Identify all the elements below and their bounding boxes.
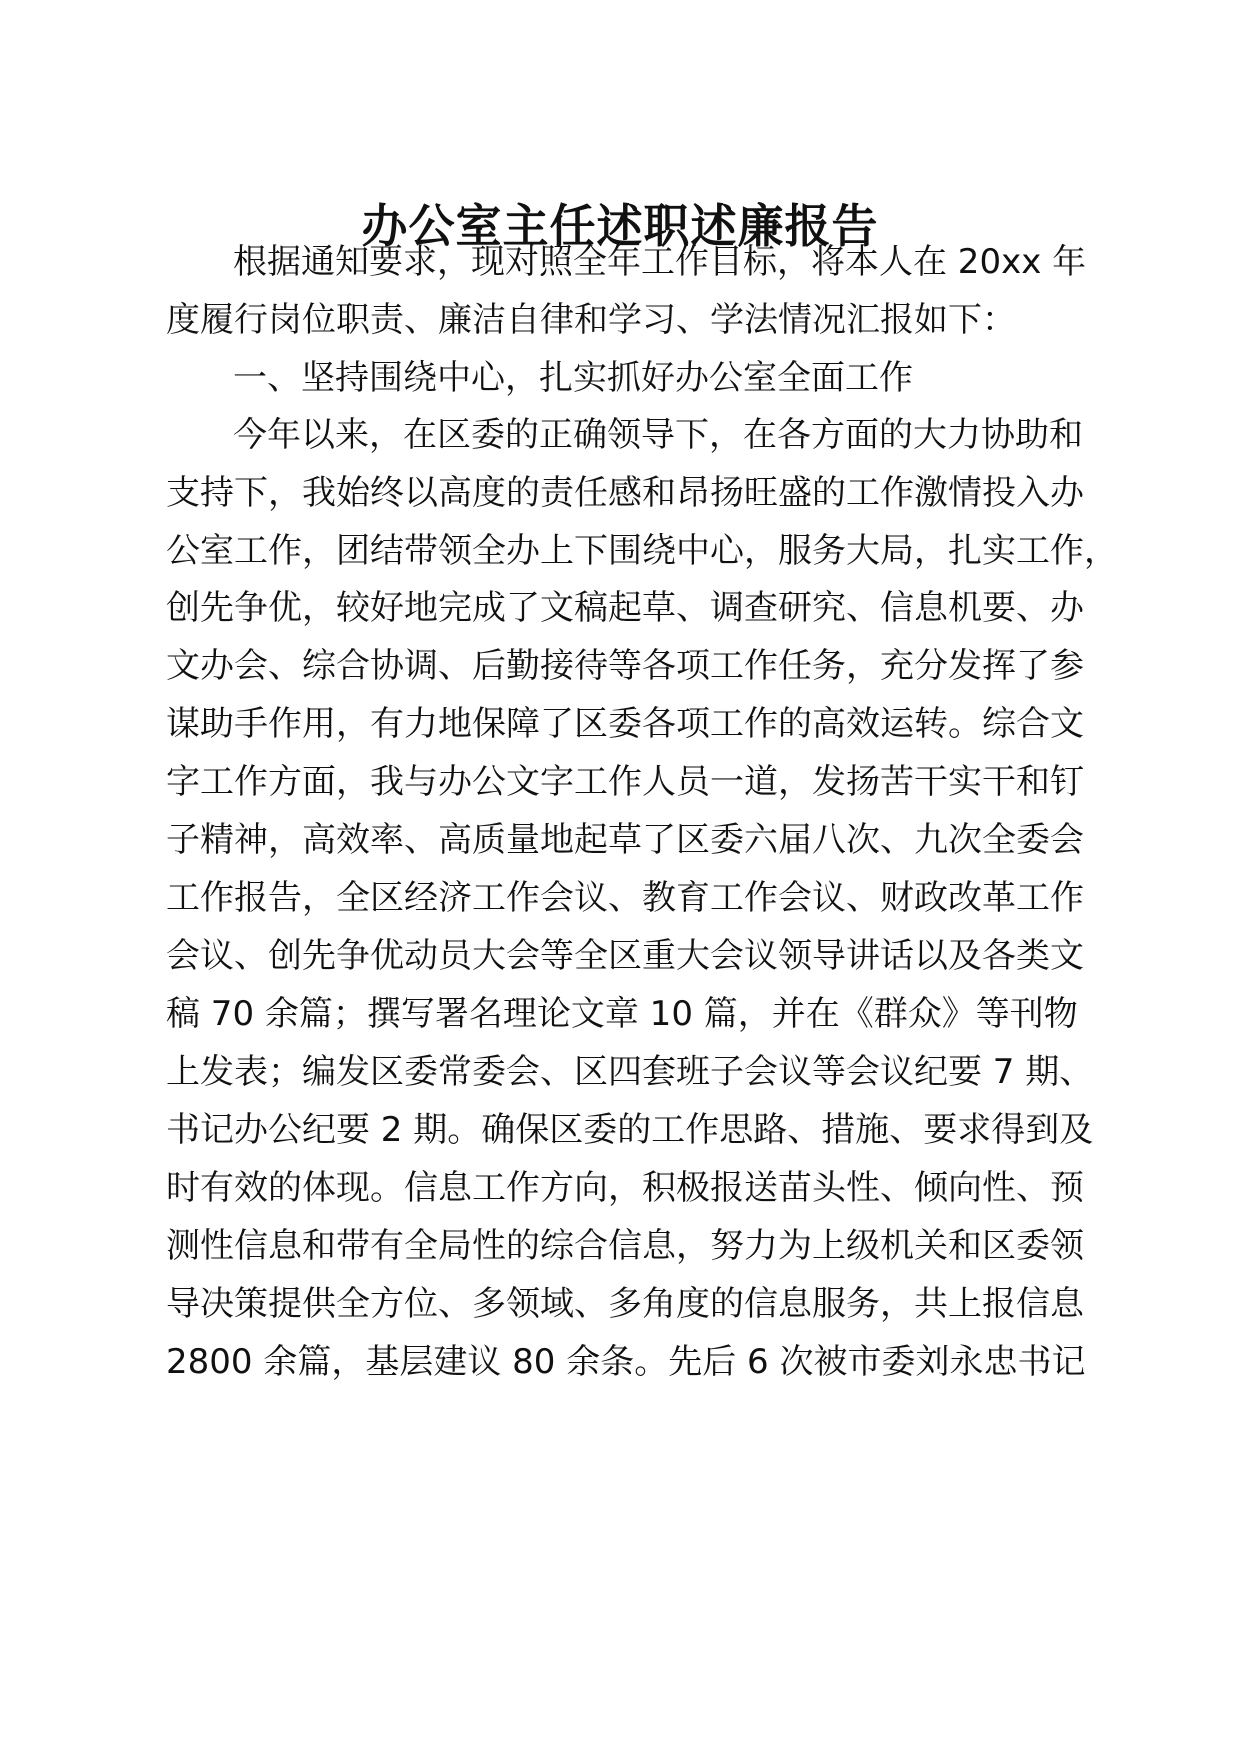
paragraph-line: 根据通知要求，现对照全年工作目标，将本人在 20xx 年	[233, 242, 1087, 282]
paragraph-line: 今年以来，在区委的正确领导下，在各方面的大力协助和	[233, 415, 1083, 455]
paragraph-line: 支持下，我始终以高度的责任感和昂扬旺盛的工作激情投入办	[166, 473, 1084, 513]
paragraph-line: 创先争优，较好地完成了文稿起草、调查研究、信息机要、办	[166, 588, 1084, 628]
paragraph-line: 稿 70 余篇；撰写署名理论文章 10 篇，并在《群众》等刊物	[166, 994, 1078, 1034]
paragraph-line: 测性信息和带有全局性的综合信息，努力为上级机关和区委领	[166, 1226, 1084, 1266]
paragraph-line: 会议、创先争优动员大会等全区重大会议领导讲话以及各类文	[166, 936, 1084, 976]
paragraph-line: 工作报告，全区经济工作会议、教育工作会议、财政改革工作	[166, 878, 1084, 918]
paragraph-line: 字工作方面，我与办公文字工作人员一道，发扬苦干实干和钉	[166, 762, 1084, 802]
paragraph-line: 文办会、综合协调、后勤接待等各项工作任务，充分发挥了参	[166, 646, 1084, 686]
section-heading: 一、坚持围绕中心，扎实抓好办公室全面工作	[233, 358, 913, 398]
paragraph-line: 书记办公纪要 2 期。确保区委的工作思路、措施、要求得到及	[166, 1110, 1094, 1150]
paragraph-line: 度履行岗位职责、廉洁自律和学习、学法情况汇报如下：	[166, 300, 1016, 340]
paragraph-line: 上发表；编发区委常委会、区四套班子会议等会议纪要 7 期、	[166, 1052, 1094, 1092]
paragraph-line: 子精神，高效率、高质量地起草了区委六届八次、九次全委会	[166, 820, 1084, 860]
paragraph-line: 谋助手作用，有力地保障了区委各项工作的高效运转。综合文	[166, 704, 1084, 744]
paragraph-line: 时有效的体现。信息工作方向，积极报送苗头性、倾向性、预	[166, 1168, 1084, 1208]
document-title: 办公室主任述职述廉报告	[361, 199, 879, 253]
paragraph-line: 2800 余篇，基层建议 80 余条。先后 6 次被市委刘永忠书记	[166, 1342, 1086, 1382]
paragraph-line: 公室工作，团结带领全办上下围绕中心，服务大局，扎实工作，	[166, 531, 1118, 571]
paragraph-line: 导决策提供全方位、多领域、多角度的信息服务，共上报信息	[166, 1284, 1084, 1324]
